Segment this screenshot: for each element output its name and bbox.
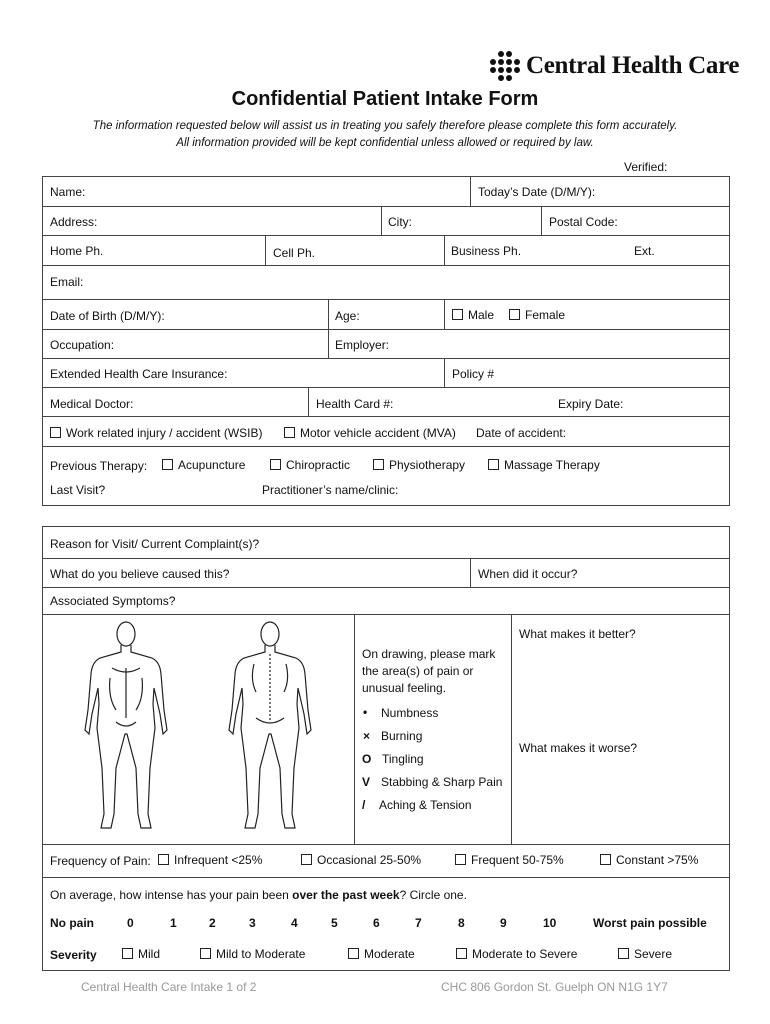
drawing-instructions-3: unusual feeling. xyxy=(362,681,447,695)
severity-moderate-label: Moderate xyxy=(364,947,415,961)
postal-code-field[interactable]: Postal Code: xyxy=(549,215,618,229)
home-phone-field[interactable]: Home Ph. xyxy=(50,244,104,258)
scale-1[interactable]: 1 xyxy=(170,916,177,930)
scale-4[interactable]: 4 xyxy=(291,916,298,930)
work-injury-label: Work related injury / accident (WSIB) xyxy=(66,426,263,440)
massage-therapy-label: Massage Therapy xyxy=(504,458,600,472)
frequency-frequent-label: Frequent 50-75% xyxy=(471,853,564,867)
checkbox-icon xyxy=(284,427,295,438)
checkbox-icon xyxy=(509,309,520,320)
front-body-icon xyxy=(85,622,167,828)
severity-mild-moderate-checkbox[interactable] xyxy=(200,947,305,961)
expiry-date-field[interactable]: Expiry Date: xyxy=(558,397,624,411)
scale-7[interactable]: 7 xyxy=(415,916,422,930)
physiotherapy-checkbox[interactable] xyxy=(373,458,465,472)
chiropractic-label: Chiropractic xyxy=(286,458,351,472)
checkbox-icon xyxy=(270,459,281,470)
occupation-field[interactable]: Occupation: xyxy=(50,338,115,352)
frequency-occasional-checkbox[interactable] xyxy=(301,853,421,867)
physiotherapy-label: Physiotherapy xyxy=(389,458,466,472)
date-of-accident-field[interactable]: Date of accident: xyxy=(476,426,567,440)
associated-symptoms-field[interactable]: Associated Symptoms? xyxy=(50,594,176,608)
severity-mild-moderate-label: Mild to Moderate xyxy=(216,947,306,961)
mva-label: Motor vehicle accident (MVA) xyxy=(300,426,456,440)
male-label: Male xyxy=(468,308,495,322)
tingling-label: Tingling xyxy=(382,752,424,766)
male-checkbox[interactable] xyxy=(452,308,494,322)
cause-field[interactable]: What do you believe caused this? xyxy=(50,567,230,581)
severity-moderate-severe-label: Moderate to Severe xyxy=(472,947,578,961)
email-field[interactable]: Email: xyxy=(50,275,84,289)
aching-symbol-icon: / xyxy=(362,798,366,812)
numbness-symbol-icon: • xyxy=(363,705,368,719)
burning-label: Burning xyxy=(381,729,423,743)
scale-6[interactable]: 6 xyxy=(373,916,380,930)
ext-field[interactable]: Ext. xyxy=(634,244,655,258)
age-field[interactable]: Age: xyxy=(335,309,360,323)
aching-label: Aching & Tension xyxy=(379,798,472,812)
acupuncture-checkbox[interactable] xyxy=(162,458,245,472)
name-field[interactable]: Name: xyxy=(50,185,86,199)
numbness-label: Numbness xyxy=(381,706,439,720)
severity-mild-label: Mild xyxy=(138,947,161,961)
scale-3[interactable]: 3 xyxy=(249,916,256,930)
drawing-instructions-2: the area(s) of pain or xyxy=(362,664,474,678)
checkbox-icon xyxy=(162,459,173,470)
work-injury-checkbox[interactable] xyxy=(50,426,263,440)
practitioner-field[interactable]: Practitioner’s name/clinic: xyxy=(262,483,399,497)
address-field[interactable]: Address: xyxy=(50,215,98,229)
checkbox-icon xyxy=(200,948,211,959)
no-pain-label: No pain xyxy=(50,916,94,930)
frequency-constant-label: Constant >75% xyxy=(616,853,699,867)
city-field[interactable]: City: xyxy=(388,215,412,229)
footer-right: CHC 806 Gordon St. Guelph ON N1G 1Y7 xyxy=(441,980,668,994)
cell-phone-field[interactable]: Cell Ph. xyxy=(273,246,316,260)
form-title: Confidential Patient Intake Form xyxy=(231,88,539,110)
medical-doctor-field[interactable]: Medical Doctor: xyxy=(50,397,134,411)
frequency-frequent-checkbox[interactable] xyxy=(455,853,564,867)
acupuncture-label: Acupuncture xyxy=(178,458,246,472)
checkbox-icon xyxy=(373,459,384,470)
tingling-symbol-icon: O xyxy=(362,752,372,766)
when-occurred-field[interactable]: When did it occur? xyxy=(478,567,578,581)
back-body-icon xyxy=(229,622,311,828)
employer-field[interactable]: Employer: xyxy=(335,338,390,352)
frequency-constant-checkbox[interactable] xyxy=(600,853,698,867)
todays-date-field[interactable]: Today’s Date (D/M/Y): xyxy=(478,185,596,199)
dob-field[interactable]: Date of Birth (D/M/Y): xyxy=(50,309,165,323)
insurance-field[interactable]: Extended Health Care Insurance: xyxy=(50,367,228,381)
massage-therapy-checkbox[interactable] xyxy=(488,458,600,472)
intensity-question-bold: over the past week xyxy=(292,888,400,902)
mva-checkbox[interactable] xyxy=(284,426,456,440)
policy-field[interactable]: Policy # xyxy=(452,367,495,381)
scale-5[interactable]: 5 xyxy=(331,916,338,930)
intensity-question-pre: On average, how intense has your pain been xyxy=(50,888,293,902)
checkbox-icon xyxy=(456,948,467,959)
scale-2[interactable]: 2 xyxy=(209,916,216,930)
checkbox-icon xyxy=(488,459,499,470)
checkbox-icon xyxy=(348,948,359,959)
scale-10[interactable]: 10 xyxy=(543,916,557,930)
frequency-label: Frequency of Pain: xyxy=(50,854,151,868)
checkbox-icon xyxy=(50,427,61,438)
frequency-infrequent-label: Infrequent <25% xyxy=(174,853,263,867)
checkbox-icon xyxy=(452,309,463,320)
female-label: Female xyxy=(525,308,566,322)
checkbox-icon xyxy=(158,854,169,865)
intensity-question-post: ? Circle one. xyxy=(399,888,467,902)
logo-dots-icon xyxy=(490,51,520,81)
verified-label: Verified: xyxy=(624,160,668,174)
severity-severe-label: Severe xyxy=(634,947,673,961)
checkbox-icon xyxy=(600,854,611,865)
health-card-field[interactable]: Health Card #: xyxy=(316,397,394,411)
frequency-infrequent-checkbox[interactable] xyxy=(158,853,262,867)
chiropractic-checkbox[interactable] xyxy=(270,458,350,472)
checkbox-icon xyxy=(301,854,312,865)
makes-better-field[interactable]: What makes it better? xyxy=(519,627,636,641)
frequency-occasional-label: Occasional 25-50% xyxy=(317,853,422,867)
severity-moderate-checkbox[interactable] xyxy=(348,947,415,961)
checkbox-icon xyxy=(122,948,133,959)
checkbox-icon xyxy=(455,854,466,865)
makes-worse-field[interactable]: What makes it worse? xyxy=(519,741,638,755)
intensity-question xyxy=(50,888,467,902)
burning-symbol-icon: × xyxy=(363,729,371,743)
worst-pain-label: Worst pain possible xyxy=(593,916,707,930)
logo-text: Central Health Care xyxy=(526,52,740,79)
logo xyxy=(490,48,739,84)
previous-therapy-label: Previous Therapy: xyxy=(50,459,148,473)
intro-line-2: All information provided will be kept confidential unless allowed or required by law. xyxy=(176,137,594,149)
footer-left: Central Health Care Intake 1 of 2 xyxy=(81,980,257,994)
severity-moderate-severe-checkbox[interactable] xyxy=(456,947,577,961)
scale-0[interactable]: 0 xyxy=(127,916,134,930)
female-checkbox[interactable] xyxy=(509,308,565,322)
stabbing-symbol-icon: V xyxy=(362,775,371,789)
stabbing-label: Stabbing & Sharp Pain xyxy=(381,775,503,789)
business-phone-field[interactable]: Business Ph. xyxy=(451,244,522,258)
last-visit-field[interactable]: Last Visit? xyxy=(50,483,106,497)
scale-9[interactable]: 9 xyxy=(500,916,507,930)
severity-mild-checkbox[interactable] xyxy=(122,947,160,961)
checkbox-icon xyxy=(618,948,629,959)
scale-8[interactable]: 8 xyxy=(458,916,465,930)
reason-for-visit-field[interactable]: Reason for Visit/ Current Complaint(s)? xyxy=(50,537,260,551)
intro-line-1: The information requested below will assist us in treating you safely therefore please complete this form accurately. xyxy=(92,120,678,132)
severity-severe-checkbox[interactable] xyxy=(618,947,672,961)
drawing-instructions-1: On drawing, please mark xyxy=(362,647,496,661)
severity-label: Severity xyxy=(50,948,97,962)
body-diagram[interactable] xyxy=(80,618,340,840)
